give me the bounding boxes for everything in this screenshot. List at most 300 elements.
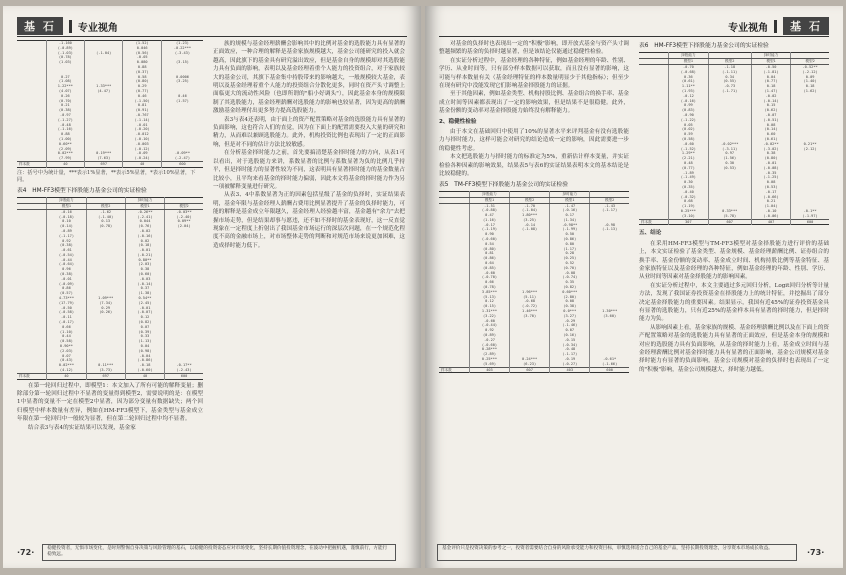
paragraph: 对基金的负择时也表现出一定的"积极"影响，即开放式基金与资产头寸调整越频繁的基金的负择时越显著，但是该结论仅能通过稳健性检验。	[439, 41, 629, 56]
table-cell: (0.61)	[751, 137, 790, 142]
right-page-column-2	[639, 40, 829, 374]
table-cell: -0.48	[550, 347, 590, 352]
table-cell: -1.18	[708, 65, 751, 70]
table-cell: 0.64	[469, 261, 509, 266]
table-4-caption: 表4 HM-FF3模型下择股能力基金公司的实证检验	[17, 187, 147, 194]
table-cell: 0.59	[669, 132, 708, 137]
table-cell: -1.47	[550, 203, 590, 208]
table-cell: (-1.40)	[86, 215, 125, 220]
table-cell: 307	[669, 219, 708, 225]
table-cell: 0.27	[46, 75, 84, 80]
table-header-cell: 择时能力	[751, 53, 790, 59]
table-cell: 0.47	[469, 213, 509, 218]
table-cell: (-0.64)	[47, 262, 86, 267]
paragraph: 至于其他因素，例如基金类型、机构持股比例、基金组合的换手率、基金成立时间等因素都表现出了一定的影响效果，但是结果不是很稳健。此外，基金份额的变动率对基金择股能力始终没有解释能力。	[439, 91, 630, 115]
table-cell: 0.05	[669, 123, 708, 128]
paragraph: 在实证分析过程中，基金经理的各种特征，例如基金经理的年龄、性别、学历、从业时间等，只有部分样本数据可以获取，而且没有显著的影响，这可能与样本数量有关（基金经理特征的样本数量明显少于其他指标）；但至少在现有研究中没能发现它们影响基金择股能力的证据。	[439, 57, 630, 90]
table-cell: (2.03)	[125, 262, 164, 267]
table-row	[439, 367, 629, 373]
table-cell: 0.30	[669, 180, 708, 185]
table-cell: -0.97	[46, 113, 84, 118]
right-footer-banner: 基金评价只是投资决策的参考之一，投资者需要结合自身的风险承受能力和投资目标，审慎选择适合自己的基金产品，坚持长期投资理念，分享资本市场成长收益。	[437, 544, 797, 561]
table-cell: (-0.09)	[47, 282, 86, 287]
table-cell: -0.35	[751, 171, 790, 176]
table-cell: (-1.17)	[47, 234, 86, 239]
table-cell: 0.29	[123, 84, 161, 89]
table-cell: (-0.24)	[123, 156, 161, 161]
table-cell: (4.47)	[85, 89, 123, 94]
table-cell: (0.83)	[669, 108, 708, 113]
table-cell: 0.08	[751, 180, 790, 185]
table-header-cell: 择股能力	[469, 191, 509, 197]
right-page-number: ·73·	[807, 547, 825, 557]
table-cell: (0.58)	[669, 137, 708, 142]
left-footer	[17, 542, 409, 562]
table-cell: (-0.72)	[510, 304, 550, 309]
table-cell: (-0.34)	[550, 343, 590, 348]
table-cell: -0.09**	[161, 151, 203, 156]
paragraph: 在采用HM-FF3模型与TM-FF3模型对基金择股能力进行评价的基础上，本文实证检验了基金类型、基金规模、基金经理薪酬比例、证券组合的换手率、基金份额的变动率、基金成立时间、机构持股比例等基金特征、基金家族特征以及基金经理的各种特征，例如基金经理的年龄、性别、学历、从业时间等因素对基金择股能力的影响因素。	[639, 240, 829, 281]
table-cell: (0.38)	[47, 272, 86, 277]
table-cell: -0.03**	[165, 209, 203, 214]
table-cell: (0.62)	[751, 108, 790, 113]
table-note: 注：括号中为统计量，***表示1%显著，**表示5%显著，*表示10%显著，下同。	[17, 169, 196, 184]
table-cell: 0.17	[550, 213, 590, 218]
table-cell: (-0.70)	[469, 275, 509, 280]
table-cell: (-0.14)	[125, 282, 164, 287]
table-cell: 0.58	[123, 75, 161, 80]
paragraph: 表3与表4还表明，由于面上的资产配置策略对基金的选股能力具有显著的负面影响，这也符合人们的直觉，因为在下面上的配置需要投入大量的研究和精力，从而难以兼顾选股能力。此外，机构投资比例也表现出了一定的正面影响，但是对不同的估计方法比较敏感。	[213, 116, 405, 148]
paragraph: 在实证分析过程中，本文主要通过多元回归分析，Logit回归分析等计量方法，发现了我国证券投资基金在择股能力上的统计特征，并挖掘出了部分决定基金择股能力的重要因素。结果显示，我国有近45%的证券投资基金具有显著的选股能力，只有近25%的基金样本具有显著的择时能力，但是择时能力为负。	[639, 282, 829, 323]
table-cell: (1.00)	[46, 137, 84, 142]
table-cell: 0.07	[125, 325, 164, 330]
table-cell: (0.14)	[751, 127, 790, 132]
table-cell: -1.51	[469, 203, 509, 208]
table-cell: 0.46	[123, 94, 161, 99]
table-cell: -0.11	[47, 315, 86, 320]
table-cell: -0.60	[469, 319, 509, 324]
table-cell: (5.13)	[469, 295, 509, 300]
table-cell: (2.45)	[125, 301, 164, 306]
table-cell: 0.02***	[47, 363, 86, 368]
right-page	[425, 6, 843, 568]
table-cell: (-1.13)	[590, 227, 629, 232]
paragraph: 在分析基金择时能力之前，首先要搞清楚基金择时能力的方向，从表1可以看出，对于选股能力来讲，系数显著的比例与系数显著为负的比例几乎持平，但是择时能力的显著性较为不同，这表明具有显著择时能力的基金数量占比较小，且平均来看基金的择时能力偏弱，因此本文将基金的择时能力作为另一项被解释变量进行研究。	[213, 150, 405, 190]
table-cell: (0.02)	[669, 127, 708, 132]
table-cell: (0.58)	[47, 339, 86, 344]
paragraph: 结合表3与表4的实证结果可以发现，基金家	[28, 424, 136, 431]
left-section-title: 专业视角	[77, 22, 118, 34]
table-cell: (-3.11)	[708, 147, 751, 152]
table-cell: -1.70	[510, 203, 550, 208]
table-cell: 0.09**	[165, 219, 203, 224]
table-cell: 0.0006	[161, 75, 203, 80]
table-cell: (-2.47)	[161, 156, 203, 161]
table-cell: 1.11**	[669, 84, 708, 89]
table-cell: (1.04)	[751, 204, 790, 209]
table-cell: 0.21	[751, 199, 790, 204]
header-divider	[774, 20, 777, 33]
table-cell: (1.57)	[161, 99, 203, 104]
table-cell: 0.18	[751, 84, 790, 89]
table-cell: -0.10	[751, 209, 790, 214]
table-cell: 0.04	[125, 344, 164, 349]
table-cell: (0.53)	[708, 166, 751, 171]
table-cell: -0.16	[47, 209, 86, 214]
table-cell: 1.22***	[46, 84, 84, 89]
table-cell: 0.46	[161, 94, 203, 99]
table-cell: 403	[469, 367, 509, 373]
paragraph: 由于本文在基础回归中使用了10%的显著水平来评判基金有没有选股能力与择时能力，这样可能会对研究的结论造成一定的影响，因此需要进一步的稳健性考虑。	[439, 129, 629, 152]
table-header-cell: 模型2	[791, 59, 829, 65]
paragraph: 本文把选股能力与择时能力的标准定为5%，重新估计样本变量，并实证检验各种因素的影响效果，结果表5与表6的实证结果表明本文的基本结论是比较稳健的。	[439, 154, 629, 178]
table-cell: (1.56)	[708, 156, 751, 161]
table-cell: (-0.16)	[550, 208, 590, 213]
table-cell: 40	[123, 161, 161, 167]
table-cell: 样本数	[639, 219, 669, 225]
left-column-text	[17, 382, 203, 432]
table-cell: (0.37)	[123, 70, 161, 75]
left-page-number: ·72·	[17, 547, 35, 557]
table-cell: (-0.68)	[669, 70, 708, 75]
table-3-continued	[17, 40, 203, 168]
table-cell: 0.68	[669, 199, 708, 204]
table-cell: -0.29	[550, 319, 590, 324]
table-cell: (-0.58)	[47, 310, 86, 315]
table-cell: -0.07	[751, 113, 790, 118]
table-cell: (-0.18)	[47, 215, 86, 220]
table-cell: 0.044	[125, 219, 164, 224]
table-cell: 1.46***	[510, 309, 550, 314]
table-5	[439, 191, 629, 373]
middle-column-text	[213, 40, 405, 250]
table-cell: (0.25)	[550, 256, 590, 261]
table-cell: (0.86)	[550, 237, 590, 242]
table-cell: (-0.06)	[751, 214, 790, 219]
table-cell: 0.90	[469, 232, 509, 237]
table-cell: (-0.51)	[751, 118, 790, 123]
table-cell: 0.97	[708, 151, 751, 156]
table-cell: (3.27)	[550, 314, 590, 319]
table-cell: 0.30	[708, 161, 751, 166]
table-cell: 0.44	[47, 334, 86, 339]
table-cell: 0.34	[708, 75, 751, 80]
table-cell: (-0.10)	[123, 137, 161, 142]
table-cell: (1.17)	[550, 247, 590, 252]
table-cell: 0.28***	[469, 347, 509, 352]
table-cell: (0.26)	[86, 310, 125, 315]
table-cell: (0.78)	[46, 55, 84, 60]
table-cell: 0.21**	[791, 142, 829, 147]
table-cell: 0.33	[125, 334, 164, 339]
table-cell: -1.160	[46, 41, 84, 46]
table-cell: (1.52)	[123, 41, 161, 46]
robustness-heading: 2、稳健性检验	[439, 118, 477, 125]
table-cell: (-0.86)	[125, 358, 164, 363]
table-cell: 0.99	[669, 103, 708, 108]
table-cell: -0.50	[47, 306, 86, 311]
table-cell: 0.13	[86, 219, 125, 224]
table-cell: (0.70)	[46, 99, 84, 104]
table-cell: -0.70	[669, 65, 708, 70]
table-cell: 0.07	[47, 354, 86, 359]
table-cell: -0.61	[47, 248, 86, 253]
table-cell: (-1.19)	[469, 227, 509, 232]
table-cell: (-1.22)	[669, 118, 708, 123]
table-cell: (-0.60)	[469, 237, 509, 242]
table-cell: 3.85***	[469, 290, 509, 295]
table-cell: 0.92	[469, 328, 509, 333]
table-cell: (-1.17)	[590, 208, 629, 213]
table-cell: (0.53)	[751, 185, 790, 190]
table-header-cell: 模型1	[751, 59, 790, 65]
table-cell: 0.81	[123, 103, 161, 108]
table-cell: -0.02**	[751, 142, 790, 147]
table-cell: 0.60	[751, 132, 790, 137]
table-cell: -0.15	[550, 338, 590, 343]
table-cell: (-0.54)	[47, 253, 86, 258]
table-cell: 0.080	[123, 60, 161, 65]
table-cell: (-1.03)	[46, 51, 84, 56]
table-cell: -0.02	[751, 94, 790, 99]
table-cell: (2.89)	[469, 352, 509, 357]
left-footer-banner: 稳健投资者，无惧市场变化，是时刻警惕自身决策与风险管理的基石，以稳健的投资姿态应对市场变化，坚持长期价值投资理念，在波动中把握机遇，谨慎前行，方能行稳致远。	[42, 544, 396, 561]
table-cell: (-0.88)	[469, 208, 509, 213]
table-cell: 1.80***	[510, 213, 550, 218]
table-cell: 0.08	[550, 299, 590, 304]
table-cell: -0.90	[669, 113, 708, 118]
table-cell: (-1.50)	[123, 99, 161, 104]
table-cell: 0.12	[125, 315, 164, 320]
table-cell: (-1.16)	[46, 127, 84, 132]
table-cell: 0.12	[469, 299, 509, 304]
table-header-cell: 模型1	[550, 197, 590, 203]
table-cell: 0.26	[46, 94, 84, 99]
table-cell: 0.24***	[510, 357, 550, 362]
table-cell: 0.86	[47, 286, 86, 291]
table-cell: (3.25)	[510, 218, 550, 223]
table-cell: 697	[86, 373, 125, 379]
table-cell: (0.61)	[669, 79, 708, 84]
table-header-cell: 择股能力	[47, 198, 86, 204]
table-cell: -0.12	[669, 94, 708, 99]
table-cell: -0.1**	[791, 209, 829, 214]
table-cell: 0.88	[46, 132, 84, 137]
table-cell: -0.61*	[590, 357, 629, 362]
table-4	[17, 197, 203, 379]
table-cell: (0.91)	[123, 108, 161, 113]
table-cell: -0.22***	[161, 46, 203, 51]
table-cell: 0.33***	[708, 209, 751, 214]
table-header-cell: 模型1	[469, 197, 509, 203]
table-cell: (1.16)	[469, 218, 509, 223]
table-cell: (0.43)	[47, 358, 86, 363]
table-cell: (0.78)	[86, 224, 125, 229]
table-cell: (-3.02)	[751, 147, 790, 152]
table-cell: -0.01	[751, 161, 790, 166]
table-cell: (-1.04)	[510, 208, 550, 213]
table-cell: 0.18	[791, 84, 829, 89]
table-cell: 600	[590, 367, 629, 373]
table-cell: (0.86)	[469, 256, 509, 261]
right-left-column-text	[439, 40, 629, 116]
table-cell: 1.33***	[85, 84, 123, 89]
table-cell: 0.25***	[469, 357, 509, 362]
table-cell: 0.0***	[550, 309, 590, 314]
table-header-cell: 择股能力	[669, 53, 708, 59]
table-cell: -0.73	[708, 84, 751, 89]
table-6-caption: 表6 HM-FF3模型下择股能力基金公司的实证检验	[639, 43, 769, 49]
table-cell: (6.23)	[510, 362, 550, 367]
table-header-cell: 模型2	[590, 197, 629, 203]
table-cell: 0.29	[86, 306, 125, 311]
table-cell: -0.02***	[708, 142, 751, 147]
table-cell: (0.38)	[550, 304, 590, 309]
table-cell: -0.17	[751, 190, 790, 195]
table-cell: 0.54	[469, 242, 509, 247]
table-cell: (1.13)	[125, 339, 164, 344]
table-cell: (0.82)	[125, 320, 164, 325]
table-cell: (2.03)	[47, 349, 86, 354]
table-cell: 407	[751, 219, 790, 225]
table-cell: (0.55)	[708, 79, 751, 84]
table-cell: (2.09)	[46, 147, 84, 152]
table-cell: (5.69)	[469, 362, 509, 367]
left-page	[3, 6, 421, 568]
table-cell: (1.23)	[161, 41, 203, 46]
table-cell: -0.98	[590, 223, 629, 228]
table-cell: 600	[791, 219, 829, 225]
table-header-cell: 择时能力	[125, 198, 164, 204]
table-cell: (2.21)	[669, 156, 708, 161]
table-cell: -0.60	[669, 142, 708, 147]
table-cell: 40	[47, 373, 86, 379]
table-cell: (5.11)	[510, 295, 550, 300]
table-cell: (0.98)	[125, 349, 164, 354]
table-cell: (1.47)	[751, 89, 790, 94]
table-6	[639, 52, 829, 225]
left-page-column-2	[213, 40, 405, 250]
table-cell: 607	[510, 367, 550, 373]
table-cell: (3.25)	[161, 79, 203, 84]
table-5-caption: 表5 TM-FF3模型下择股能力基金公司的实证检验	[439, 181, 569, 188]
table-cell: (-1.52)	[669, 147, 708, 152]
table-cell: 0.15	[751, 103, 790, 108]
table-cell: 0.92	[47, 239, 86, 244]
paragraph: 在第一轮回归过程中，即模型1：本文加入了所有可能的解释变量；删除部分第一轮回归过程中不显著的变量得到模型2，需要说明的是：在模型1中显著的变量不一定在模型2中显著，因为部分变量有数据缺失；两个回归模型中样本数量有差异，例如在HM-FF3模型下，基金类型与基金成立年限在第一轮回归中一般较为显著，但在第二轮回归过程中均不显著。	[17, 382, 203, 423]
table-cell: (-1.49)	[669, 175, 708, 180]
table-cell: (-0.60)	[469, 343, 509, 348]
left-page-column-1	[17, 40, 203, 432]
table-cell: (0.18)	[125, 243, 164, 248]
table-cell: -0.767	[123, 113, 161, 118]
conclusion-heading: 五、结论	[639, 230, 662, 237]
table-cell: 0.04	[751, 75, 790, 80]
table-cell: (3.15)	[161, 60, 203, 65]
table-cell: (3.73)	[86, 368, 125, 373]
table-cell: (0.80)	[123, 79, 161, 84]
table-cell: (0.80)	[469, 247, 509, 252]
table-cell: (0.89)	[469, 333, 509, 338]
table-cell: (-0.27)	[550, 362, 590, 367]
table-cell: (0.16)	[550, 333, 590, 338]
table-cell: -0.17	[469, 223, 509, 228]
table-cell: (-2.12)	[791, 70, 829, 75]
table-cell: 0.21	[46, 103, 84, 108]
table-cell: (-0.16)	[125, 234, 164, 239]
table-cell: (0.85)	[469, 266, 509, 271]
table-header-cell: 模型1	[669, 59, 708, 65]
table-cell: (-0.32)	[669, 195, 708, 200]
table-cell: 0.52	[550, 261, 590, 266]
right-header-rule	[439, 36, 829, 37]
table-header-cell: 模型2	[86, 203, 125, 209]
table-cell: (-0.07)	[125, 310, 164, 315]
table-cell: (5.78)	[708, 214, 751, 219]
table-cell: (2.04)	[165, 224, 203, 229]
table-cell: (1.19)	[669, 204, 708, 209]
table-cell: -0.68	[510, 299, 550, 304]
table-cell: (1.40)	[791, 79, 829, 84]
table-cell: (0.38)	[47, 243, 86, 248]
table-cell: -0.98**	[550, 223, 590, 228]
table-cell: 1.31***	[469, 309, 509, 314]
table-cell: (0.76)	[125, 224, 164, 229]
table-cell: (-0.74)	[550, 275, 590, 280]
table-cell: 697	[85, 161, 123, 167]
paragraph: 从影响因素上看，基金家族的规模、基金经理薪酬比例以及在下面上的资产配置策略对基金的选股能力具有显著的正面效应，但是基金本身的规模和对应的选股能力具有负面影响，从基金的择时能力上看，基金成立时间与基金经理薪酬比例对基金择时能力具有显著的正面影响，基金公司规模对基金择时能力有显著的负面影响，基金公司规模对基金的负择时也表现出了一定的"积极"影响，基金公司规模越大，择时能力越低。	[639, 324, 830, 373]
table-cell: 0.96	[47, 267, 86, 272]
table-row	[639, 219, 829, 225]
table-cell: -1.43	[590, 203, 629, 208]
table-cell: 0.54**	[125, 296, 164, 301]
header-divider	[69, 20, 72, 33]
table-cell: (1.10)	[47, 330, 86, 335]
table-cell: 0.66	[47, 325, 86, 330]
table-cell: (1.38)	[125, 291, 164, 296]
table-cell: 0.38	[751, 151, 790, 156]
table-cell: (3.60)	[590, 314, 629, 319]
table-cell: (0.82)	[550, 285, 590, 290]
table-cell: (0.77)	[669, 166, 708, 171]
table-cell: 600	[161, 161, 203, 167]
table-cell: 0.50	[550, 232, 590, 237]
table-cell: -0.48	[46, 123, 84, 128]
table-row	[17, 161, 203, 167]
right-header	[728, 18, 829, 34]
table-cell: (0.14)	[47, 224, 86, 229]
table-cell: -0.44	[47, 258, 86, 263]
right-page-column-1	[439, 40, 629, 373]
table-cell: 0.35	[550, 280, 590, 285]
table-cell: -0.01	[123, 123, 161, 128]
table-cell: 0.046	[123, 46, 161, 51]
table-cell: (-0.20)	[123, 127, 161, 132]
robustness-text	[439, 128, 629, 178]
table-cell: -1.62	[86, 209, 125, 214]
table-cell: -0.89	[47, 229, 86, 234]
table-cell: (-1.97)	[791, 214, 829, 219]
table-cell: (-0.60)	[125, 368, 164, 373]
table-cell: (0.56)	[123, 51, 161, 56]
table-cell: (0.39)	[125, 330, 164, 335]
table-header-cell: 模型2	[510, 197, 550, 203]
table-cell: (-1.17)	[550, 352, 590, 357]
table-cell: -0.14	[510, 223, 550, 228]
table-cell: 0.66	[469, 280, 509, 285]
table-cell: -0.01	[47, 277, 86, 282]
table-cell: (-1.04)	[85, 51, 123, 56]
